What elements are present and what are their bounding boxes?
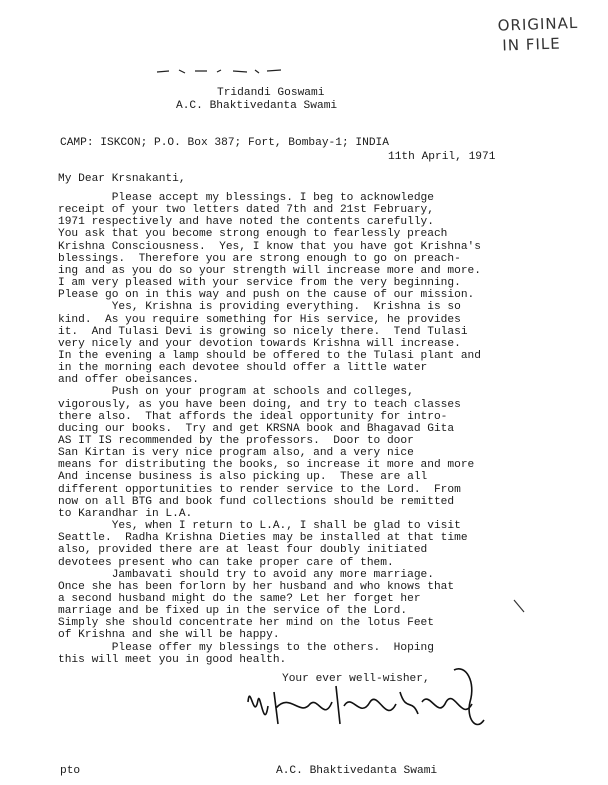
body-line: Yes, when I return to L.A., I shall be glad to visit — [58, 520, 461, 533]
body-line: 1971 respectively and have noted the contents carefully. — [58, 216, 434, 229]
body-line: Yes, Krishna is providing everything. Krishna is so — [58, 301, 461, 314]
body-line: Once she has been forlorn by her husband and who knows that — [58, 580, 455, 593]
camp-address: CAMP: ISKCON; P.O. Box 387; Fort, Bombay-1; INDIA — [60, 137, 389, 149]
body-line: very nicely and your devotion towards Krishna will increase. — [58, 337, 461, 350]
closing: Your ever well-wisher, — [282, 673, 430, 685]
body-line: Please go on in this way and push on the cause of our mission. — [58, 289, 475, 302]
body-line: Please offer my blessings to the others. Hoping — [58, 641, 434, 654]
body-line: ing and as you do so your strength will increase more and more. — [58, 264, 481, 277]
body-line: kind. As you require something for His service, he provides — [58, 313, 461, 326]
body-line: and offer obeisances. — [58, 374, 199, 387]
body-line: San Kirtan is very nice program also, and a very nice — [58, 447, 414, 460]
body-line: of Krishna and she will be happy. — [58, 629, 280, 642]
body-line: You ask that you become strong enough to fearlessly preach — [58, 228, 448, 241]
body-line: Simply she should concentrate her mind on the lotus Feet — [58, 617, 434, 630]
sender-name: A.C. Bhaktivedanta Swami — [176, 100, 338, 112]
body-line: means for distributing the books, so increase it more and more — [58, 459, 475, 472]
body-line: now on all BTG and book fund collections should be remitted — [58, 495, 455, 508]
body-line: I am very pleased with your service from the very beginning. — [58, 277, 461, 290]
body-line: And incense business is also picking up. These are all — [58, 471, 428, 484]
body-line: also, provided there are at least four doubly initiated — [58, 544, 428, 557]
signature-name: A.C. Bhaktivedanta Swami — [276, 765, 438, 777]
stamp-line-1: ORIGINAL — [497, 13, 579, 35]
margin-mark — [512, 598, 526, 614]
body-line: In the evening a lamp should be offered to the Tulasi plant and — [58, 349, 481, 362]
body-line: ducing our books. Try and get KRSNA book and Bhagavad Gita — [58, 422, 455, 435]
body-line: Seattle. Radha Krishna Dieties may be installed at that time — [58, 532, 468, 545]
body-line: this will meet you in good health. — [58, 653, 287, 666]
body-line: there also. That affords the ideal opportunity for intro- — [58, 410, 448, 423]
body-line: devotees present who can take proper care of them. — [58, 556, 394, 569]
body-line: different opportunities to render service to the Lord. From — [58, 483, 461, 496]
body-line: it. And Tulasi Devi is growing so nicely there. Tend Tulasi — [58, 325, 468, 338]
salutation: My Dear Krsnakanti, — [58, 173, 186, 185]
body-line: Please accept my blessings. I beg to acknowledge — [58, 192, 434, 204]
body-line: receipt of your two letters dated 7th and 21st February, — [58, 204, 434, 217]
body-line: to Karandhar in L.A. — [58, 507, 193, 520]
body-line: marriage and be fixed up in the service of the Lord. — [58, 605, 408, 618]
handwritten-signature — [240, 662, 510, 762]
body-line: in the morning each devotee should offer a little water — [58, 362, 428, 375]
original-in-file-stamp — [497, 12, 593, 55]
body-line: AS IT IS recommended by the professors. Door to door — [58, 435, 414, 447]
body-line: Jambavati should try to avoid any more marriage. — [58, 568, 434, 581]
body-line: vigorously, as you have been doing, and try to teach classes — [58, 398, 461, 411]
body-line: a second husband might do the same? Let her forget her — [58, 592, 421, 605]
sender-title: Tridandi Goswami — [217, 87, 325, 99]
letter-date: 11th April, 1971 — [388, 151, 496, 163]
header-scribble — [155, 66, 295, 76]
body-line: blessings. Therefore you are strong enough to go on preach- — [58, 252, 461, 265]
body-line: Krishna Consciousness. Yes, I know that you have got Krishna's — [58, 240, 481, 253]
body-line: Push on your program at schools and colleges, — [58, 386, 414, 399]
stamp-line-2: IN FILE — [502, 34, 561, 55]
footer-note: pto — [60, 765, 81, 777]
